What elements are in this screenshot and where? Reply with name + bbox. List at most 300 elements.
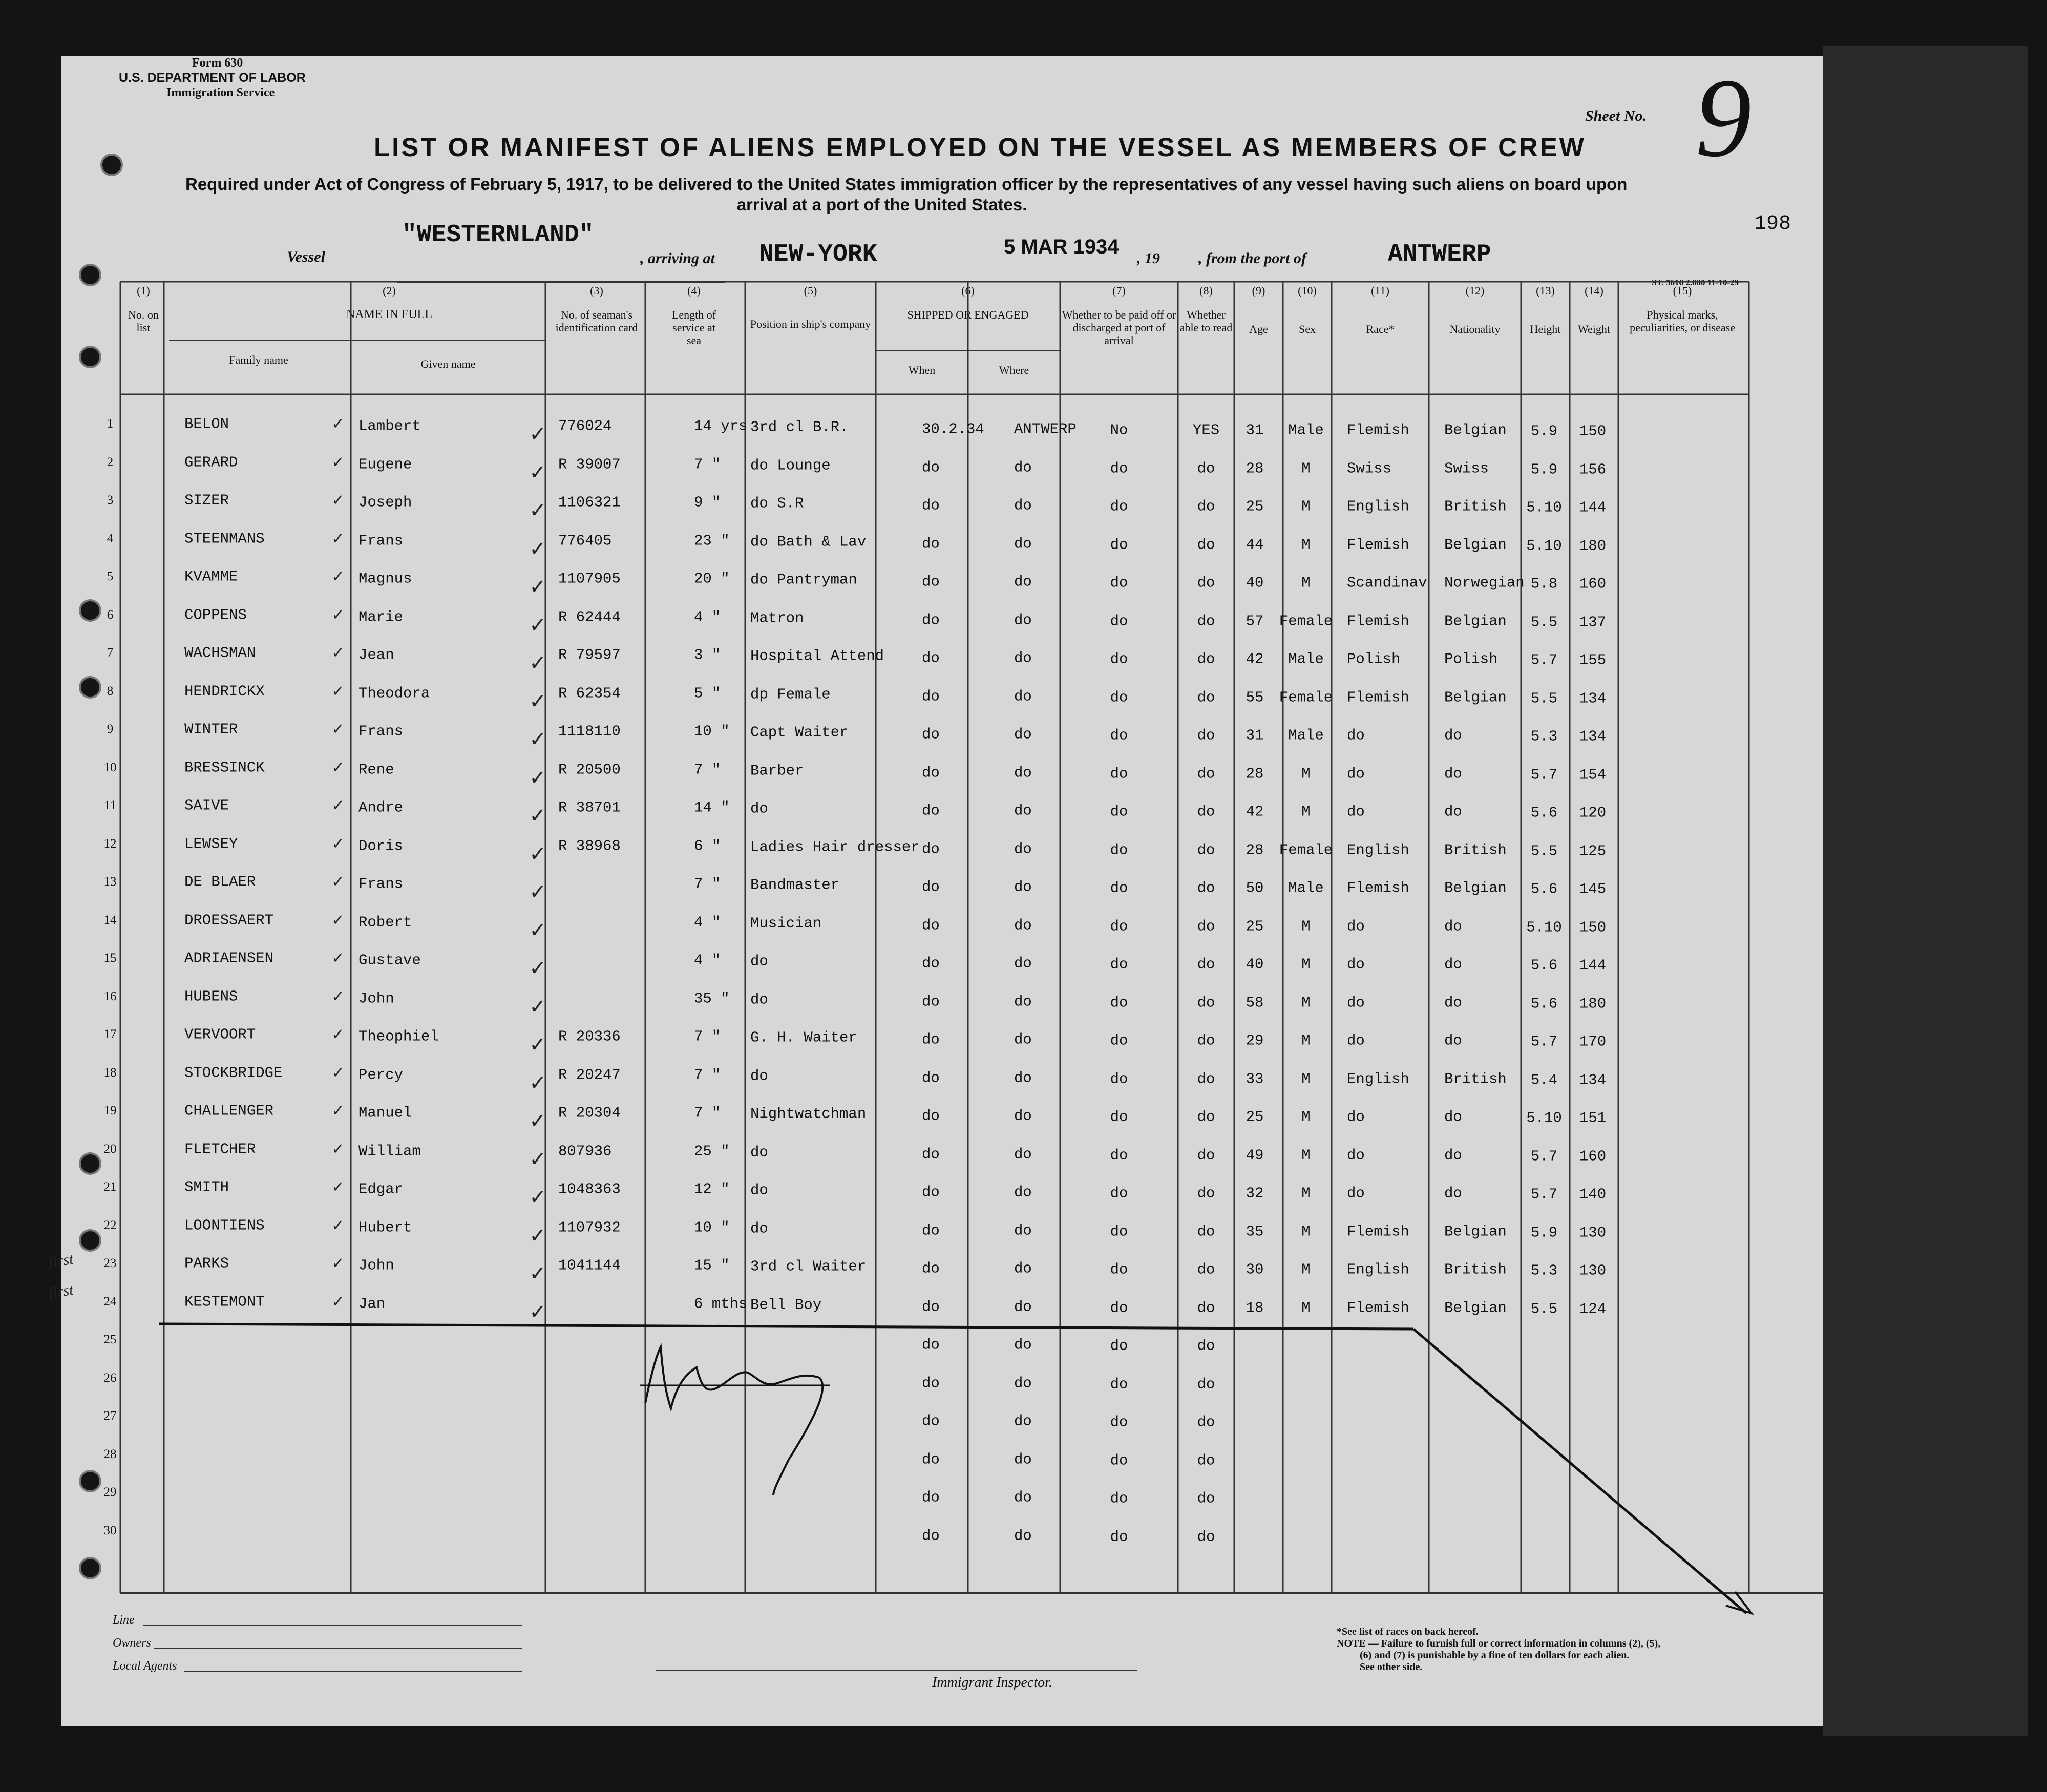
paid-off: do — [1110, 460, 1128, 477]
tick-mark: ✓ — [529, 537, 546, 561]
shipped-when: do — [922, 1336, 940, 1354]
col4-header: Length of service at sea — [671, 308, 716, 347]
paid-off: do — [1110, 1490, 1128, 1507]
age: 42 — [1246, 803, 1264, 820]
tick-mark: ✓ — [529, 1109, 546, 1133]
shipped-where: do — [1014, 1412, 1032, 1430]
shipped-where: do — [1014, 1107, 1032, 1125]
shipped-when: do — [922, 1298, 940, 1315]
shipped-where: do — [1014, 878, 1032, 896]
col6b-header: Where — [999, 364, 1029, 376]
height: 5.7 — [1530, 766, 1558, 783]
shipped-when: do — [922, 1222, 940, 1239]
age: 28 — [1246, 460, 1264, 477]
shipped-where: do — [1014, 459, 1032, 476]
check-mark: ✓ — [331, 530, 345, 547]
family-name: DROESSAERT — [184, 912, 274, 929]
height: 5.7 — [1530, 651, 1558, 669]
paid-off: do — [1110, 1414, 1128, 1431]
col9-header: Age — [1249, 323, 1268, 335]
col2-header: NAME IN FULL — [346, 308, 432, 321]
family-name: GERARD — [184, 454, 238, 471]
family-name: BELON — [184, 415, 229, 433]
row-number: 25 — [103, 1333, 117, 1346]
tick-mark: ✓ — [529, 804, 546, 828]
able-to-read: do — [1197, 803, 1215, 820]
sex: Female — [1279, 841, 1333, 858]
ship-position: do — [750, 800, 768, 817]
tick-mark: ✓ — [529, 842, 546, 866]
tick-mark: ✓ — [529, 880, 546, 904]
ship-position: do Pantryman — [750, 571, 857, 588]
able-to-read: do — [1197, 650, 1215, 668]
ship-position: dp Female — [750, 686, 831, 703]
seaman-card-number: 1048363 — [558, 1180, 621, 1198]
given-name: Edgar — [358, 1180, 404, 1198]
line-underline — [143, 1625, 522, 1626]
ship-position: Nightwatchman — [750, 1105, 867, 1123]
able-to-read: do — [1197, 1261, 1215, 1278]
seaman-card-number: R 20500 — [558, 761, 621, 778]
col5-number: (5) — [804, 284, 817, 297]
service-length: 15 " — [694, 1257, 730, 1274]
tick-mark: ✓ — [529, 995, 546, 1019]
footer-note: (6) and (7) is punishable by a fine of ten dollars for each alien. — [1360, 1650, 1630, 1661]
row-number: 11 — [103, 798, 117, 812]
seaman-card-number: 1118110 — [558, 723, 621, 740]
row-number: 1 — [107, 417, 114, 431]
row-number: 2 — [107, 455, 114, 469]
ship-position: do — [750, 953, 768, 970]
height: 5.9 — [1530, 461, 1558, 478]
manifest-grid — [61, 56, 1823, 1726]
paid-off: do — [1110, 1032, 1128, 1049]
seaman-card-number: R 79597 — [558, 646, 621, 664]
col15-header: Physical marks, peculiarities, or disease — [1630, 308, 1735, 334]
service-length: 6 " — [694, 837, 721, 854]
col13-number: (13) — [1536, 284, 1555, 297]
given-name: Robert — [358, 914, 412, 931]
shipped-where: do — [1014, 840, 1032, 857]
seaman-card-number: R 20336 — [558, 1028, 621, 1045]
sex: Male — [1288, 879, 1324, 897]
paid-off: do — [1110, 1070, 1128, 1087]
given-name: Marie — [358, 608, 404, 625]
race: Flemish — [1347, 421, 1409, 439]
service-length: 6 mths — [694, 1295, 748, 1312]
shipped-where: do — [1014, 993, 1032, 1010]
family-name: DE BLAER — [184, 873, 256, 891]
sex: M — [1301, 1070, 1311, 1087]
row-number: 5 — [107, 570, 114, 583]
paid-off: do — [1110, 841, 1128, 858]
weight: 160 — [1579, 1148, 1607, 1165]
nationality: Norwegian — [1444, 574, 1525, 592]
race: do — [1347, 918, 1365, 935]
able-to-read: do — [1197, 956, 1215, 973]
sex: M — [1301, 765, 1311, 782]
background-board — [1823, 46, 2028, 1736]
sex: Female — [1279, 613, 1333, 629]
height: 5.10 — [1526, 537, 1562, 554]
col12-number: (12) — [1465, 284, 1485, 297]
check-mark: ✓ — [331, 949, 345, 967]
row-number: 13 — [103, 875, 117, 889]
race: Flemish — [1347, 1223, 1409, 1240]
owners-underline — [154, 1648, 522, 1649]
paid-off: do — [1110, 1108, 1128, 1126]
able-to-read: do — [1197, 727, 1215, 744]
family-name: HUBENS — [184, 988, 238, 1005]
family-name: KESTEMONT — [184, 1293, 265, 1310]
service-length: 5 " — [694, 685, 721, 702]
paid-off: do — [1110, 689, 1128, 706]
page-stamp: 198 — [1754, 213, 1791, 236]
able-to-read: do — [1197, 1490, 1215, 1507]
weight: 160 — [1579, 575, 1607, 593]
row-number: 8 — [107, 684, 114, 698]
col14-header: Weight — [1578, 323, 1610, 335]
height: 5.7 — [1530, 1186, 1558, 1203]
able-to-read: do — [1197, 1108, 1215, 1126]
tick-mark: ✓ — [529, 1147, 546, 1171]
height: 5.5 — [1530, 1300, 1558, 1317]
nationality: do — [1444, 803, 1462, 820]
given-name: Gustave — [358, 952, 421, 969]
nationality: do — [1444, 1147, 1462, 1164]
check-mark: ✓ — [331, 720, 345, 739]
given-name: Andre — [358, 799, 404, 816]
shipped-where: do — [1014, 1222, 1032, 1239]
age: 31 — [1246, 727, 1264, 744]
weight: 134 — [1579, 728, 1607, 745]
ship-position: Matron — [750, 609, 804, 626]
shipped-when: do — [922, 612, 940, 628]
tick-mark: ✓ — [529, 1186, 546, 1209]
sheet-label: Sheet No. — [1585, 108, 1647, 124]
arriving-port: NEW-YORK — [759, 241, 877, 268]
margin-note: first — [47, 1250, 75, 1271]
age: 40 — [1246, 574, 1264, 592]
shipped-where: do — [1014, 802, 1032, 819]
seaman-card-number: R 39007 — [558, 456, 621, 473]
height: 5.7 — [1530, 1148, 1558, 1165]
height: 5.6 — [1530, 880, 1558, 898]
shipped-when: do — [922, 993, 940, 1010]
weight: 180 — [1579, 537, 1607, 554]
paid-off: do — [1110, 613, 1128, 629]
family-name: WINTER — [184, 721, 238, 738]
from-label: , from the port of — [1198, 250, 1306, 267]
service-length: 10 " — [694, 723, 730, 740]
seaman-card-number: 1106321 — [558, 494, 621, 511]
nationality: Belgian — [1444, 689, 1507, 706]
col10-number: (10) — [1298, 284, 1317, 297]
able-to-read: do — [1197, 574, 1215, 592]
given-name: Percy — [358, 1066, 404, 1083]
row-number: 29 — [103, 1485, 117, 1499]
shipped-when: do — [922, 1031, 940, 1048]
agents-underline — [184, 1671, 522, 1672]
row-number: 18 — [103, 1065, 117, 1080]
paid-off: do — [1110, 498, 1128, 515]
manifest-sheet — [47, 55, 1823, 1726]
height: 5.7 — [1530, 1033, 1558, 1050]
given-name: Rene — [358, 761, 394, 778]
row-number: 22 — [103, 1218, 117, 1232]
sex: Female — [1279, 689, 1333, 706]
able-to-read: do — [1197, 1032, 1215, 1049]
family-name: HENDRICKX — [184, 683, 265, 700]
age: 28 — [1246, 841, 1264, 858]
weight: 145 — [1579, 880, 1607, 898]
paid-off: do — [1110, 650, 1128, 668]
given-name: John — [358, 1257, 394, 1274]
row-number: 23 — [103, 1256, 117, 1270]
tick-mark: ✓ — [529, 918, 546, 942]
shipped-when: do — [922, 1260, 940, 1277]
race: do — [1347, 803, 1365, 820]
shipped-when: do — [922, 726, 940, 743]
paid-off: do — [1110, 1185, 1128, 1202]
ship-position: G. H. Waiter — [750, 1029, 857, 1046]
given-name: Jan — [358, 1295, 386, 1312]
nationality: do — [1444, 765, 1462, 782]
family-name: SMITH — [184, 1178, 229, 1196]
sex: M — [1301, 994, 1311, 1011]
weight: 156 — [1579, 461, 1607, 478]
print-code: ST. 5616 2.000 11-10-29 — [1652, 278, 1739, 287]
given-name: John — [358, 990, 394, 1007]
age: 49 — [1246, 1147, 1264, 1164]
seaman-card-number: 807936 — [558, 1143, 612, 1159]
service-length: 7 " — [694, 1066, 721, 1083]
check-mark: ✓ — [331, 491, 345, 510]
col11-number: (11) — [1371, 284, 1389, 297]
sex: M — [1301, 1299, 1311, 1316]
shipped-when: do — [922, 1184, 940, 1201]
able-to-read: do — [1197, 1147, 1215, 1164]
strike-arrow — [1726, 1592, 1751, 1613]
check-mark: ✓ — [331, 1293, 345, 1311]
tick-mark: ✓ — [529, 460, 546, 484]
seaman-card-number: 1107932 — [558, 1219, 621, 1236]
age: 42 — [1246, 650, 1264, 668]
paid-off: do — [1110, 879, 1128, 897]
check-mark: ✓ — [331, 1025, 345, 1044]
shipped-where: do — [1014, 1336, 1032, 1354]
age: 32 — [1246, 1185, 1264, 1202]
paid-off: do — [1110, 918, 1128, 935]
service-length: 7 " — [694, 1104, 721, 1122]
subtitle-line-1: Required under Act of Congress of February 5, 1917, to be delivered to the United States immigration officer by the representatives of any vessel having such aliens on board upon — [185, 175, 1628, 194]
paid-off: No — [1110, 421, 1128, 439]
ship-position: do Lounge — [750, 457, 831, 474]
sex: M — [1301, 1108, 1311, 1126]
given-name: William — [358, 1143, 421, 1159]
paid-off: do — [1110, 1147, 1128, 1164]
tick-mark: ✓ — [529, 613, 546, 637]
paid-off: do — [1110, 574, 1128, 592]
col2b-header: Given name — [420, 357, 476, 370]
row-number: 14 — [103, 913, 117, 927]
given-name: Hubert — [358, 1219, 412, 1236]
able-to-read: do — [1197, 918, 1215, 935]
race: do — [1347, 956, 1365, 973]
service-length: 35 " — [694, 990, 730, 1007]
nationality: Polish — [1444, 650, 1498, 668]
service-length: 7 " — [694, 1028, 721, 1045]
height: 5.9 — [1530, 1224, 1558, 1241]
service-length: 14 " — [694, 799, 730, 816]
shipped-when: do — [922, 459, 940, 476]
shipped-when: do — [922, 1451, 940, 1468]
shipped-where: do — [1014, 1146, 1032, 1163]
shipped-when: do — [922, 878, 940, 896]
sex: M — [1301, 918, 1311, 935]
row-number: 30 — [103, 1523, 117, 1537]
shipped-where: do — [1014, 1489, 1032, 1506]
vessel-label: Vessel — [287, 248, 325, 265]
race: do — [1347, 1185, 1365, 1202]
col6a-header: When — [908, 364, 936, 376]
age: 25 — [1246, 1108, 1264, 1126]
able-to-read: do — [1197, 1185, 1215, 1202]
paid-off: do — [1110, 803, 1128, 820]
row-number: 27 — [103, 1409, 117, 1423]
ship-position: do — [750, 1067, 768, 1084]
sex: M — [1301, 498, 1311, 515]
row-number: 24 — [103, 1294, 117, 1309]
col8-number: (8) — [1199, 284, 1213, 297]
nationality: Belgian — [1444, 1223, 1507, 1240]
shipped-where: do — [1014, 497, 1032, 514]
height: 5.5 — [1530, 842, 1558, 859]
nationality: do — [1444, 727, 1462, 744]
race: Flemish — [1347, 1299, 1409, 1316]
able-to-read: do — [1197, 1337, 1215, 1355]
weight: 130 — [1579, 1262, 1607, 1279]
tick-mark: ✓ — [529, 689, 546, 713]
shipped-where: do — [1014, 1184, 1032, 1201]
shipped-when: do — [922, 802, 940, 819]
row-number: 20 — [103, 1142, 117, 1156]
nationality: British — [1444, 841, 1507, 858]
check-mark: ✓ — [331, 453, 345, 471]
given-name: Frans — [358, 723, 404, 740]
shipped-when: do — [922, 649, 940, 667]
able-to-read: do — [1197, 841, 1215, 858]
shipped-where: do — [1014, 764, 1032, 781]
given-name: Frans — [358, 532, 404, 549]
col7-number: (7) — [1112, 284, 1126, 297]
able-to-read: do — [1197, 765, 1215, 782]
height: 5.4 — [1530, 1071, 1558, 1088]
family-name: COPPENS — [184, 606, 247, 623]
age: 25 — [1246, 498, 1264, 515]
row-number: 3 — [107, 493, 114, 507]
shipped-where: do — [1014, 688, 1032, 705]
shipped-when: do — [922, 917, 940, 934]
row-number: 21 — [103, 1180, 117, 1194]
tick-mark: ✓ — [529, 423, 546, 446]
sheet-number: 9 — [1695, 55, 1751, 180]
col5-header: Position in ship's company — [750, 318, 871, 330]
race: do — [1347, 1032, 1365, 1049]
nationality: Belgian — [1444, 1299, 1507, 1316]
col3-header: No. of seaman's identification card — [555, 308, 638, 334]
weight: 137 — [1579, 614, 1607, 630]
weight: 150 — [1579, 423, 1607, 440]
row-number: 15 — [103, 951, 117, 965]
col1-number: (1) — [137, 284, 150, 297]
nationality: Belgian — [1444, 421, 1507, 439]
family-name: VERVOORT — [184, 1026, 256, 1043]
check-mark: ✓ — [331, 835, 345, 853]
check-mark: ✓ — [331, 644, 345, 662]
shipped-when: do — [922, 1412, 940, 1430]
shipped-where: do — [1014, 1451, 1032, 1468]
race: English — [1347, 1070, 1409, 1087]
check-mark: ✓ — [331, 1140, 345, 1158]
seaman-card-number: R 38701 — [558, 799, 621, 816]
footer-note: NOTE — Failure to furnish full or correct information in columns (2), (5), — [1337, 1638, 1661, 1649]
weight: 140 — [1579, 1186, 1607, 1203]
service-length: 4 " — [694, 608, 721, 625]
page-title: LIST OR MANIFEST OF ALIENS EMPLOYED ON THE VESSEL AS MEMBERS OF CREW — [374, 133, 1586, 162]
owners-label: Owners — [113, 1636, 151, 1650]
family-name: LEWSEY — [184, 835, 238, 852]
seaman-card-number: 1107905 — [558, 570, 621, 587]
able-to-read: do — [1197, 994, 1215, 1011]
row-number: 4 — [107, 531, 114, 545]
shipped-when: do — [922, 688, 940, 705]
race: Flemish — [1347, 536, 1409, 553]
service-length: 7 " — [694, 761, 721, 778]
given-name: Eugene — [358, 456, 412, 473]
sex: Male — [1288, 650, 1324, 668]
age: 50 — [1246, 879, 1264, 897]
race: do — [1347, 1108, 1365, 1126]
vessel-name: "WESTERNLAND" — [402, 221, 594, 249]
year-label: , 19 — [1137, 250, 1160, 267]
weight: 125 — [1579, 842, 1607, 859]
ship-position: Bell Boy — [750, 1296, 822, 1313]
shipped-when: do — [922, 573, 940, 591]
shipped-when: do — [922, 1527, 940, 1544]
paid-off: do — [1110, 1376, 1128, 1393]
shipped-where: ANTWERP — [1014, 420, 1077, 438]
sex: M — [1301, 1032, 1311, 1049]
able-to-read: do — [1197, 1070, 1215, 1087]
race: Flemish — [1347, 613, 1409, 629]
shipped-where: do — [1014, 955, 1032, 972]
strike-diagonal — [1413, 1329, 1746, 1613]
row-number: 10 — [103, 760, 117, 774]
ship-position: Musician — [750, 915, 822, 932]
nationality: do — [1444, 1185, 1462, 1202]
family-name: STEENMANS — [184, 530, 265, 547]
ship-position: do — [750, 991, 768, 1008]
sex: M — [1301, 803, 1311, 820]
age: 44 — [1246, 536, 1264, 553]
check-mark: ✓ — [331, 682, 345, 700]
sex: Male — [1288, 727, 1324, 744]
nationality: British — [1444, 1261, 1507, 1278]
tick-mark: ✓ — [529, 651, 546, 675]
check-mark: ✓ — [331, 415, 345, 433]
age: 18 — [1246, 1299, 1264, 1316]
